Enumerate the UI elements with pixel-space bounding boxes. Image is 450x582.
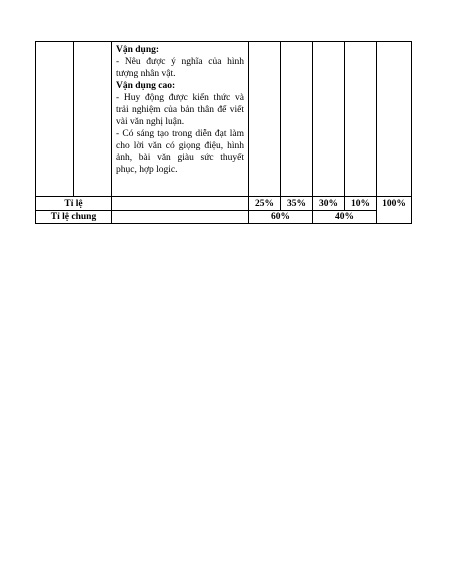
assessment-matrix-table (35, 41, 412, 224)
empty-cell (112, 197, 249, 211)
ratio-total: 100% (377, 197, 412, 224)
empty-cell (281, 42, 313, 197)
criteria-heading-van-dung-cao: Vận dụng cao: (116, 81, 176, 91)
empty-cell (249, 42, 281, 197)
overall-ratio-row (36, 211, 412, 224)
empty-cell (74, 42, 112, 197)
criteria-description-cell (112, 42, 249, 197)
empty-cell (313, 42, 345, 197)
empty-cell (112, 211, 249, 224)
overall-ratio-label: Tỉ lệ chung (36, 211, 112, 224)
ratio-row (36, 197, 412, 211)
empty-cell (345, 42, 377, 197)
criteria-item: - Có sáng tạo trong diễn đạt làm cho lời văn có giọng điệu, hình ảnh, bài văn giàu sức thuyết phục, hợp logic. (116, 129, 244, 175)
overall-ratio-value: 60% (249, 211, 313, 224)
ratio-label: Tỉ lệ (36, 197, 112, 211)
criteria-heading-van-dung: Vận dụng: (116, 45, 160, 55)
ratio-value: 35% (281, 197, 313, 211)
criteria-item: - Huy động được kiến thức và trải nghiệm của bản thân để viết vài văn nghị luận. (116, 93, 244, 127)
table-row (36, 42, 412, 197)
overall-ratio-value: 40% (313, 211, 377, 224)
ratio-value: 25% (249, 197, 281, 211)
empty-cell (377, 42, 412, 197)
criteria-item: - Nêu được ý nghĩa của hình tượng nhân vật. (116, 57, 244, 79)
empty-cell (36, 42, 74, 197)
ratio-value: 10% (345, 197, 377, 211)
ratio-value: 30% (313, 197, 345, 211)
